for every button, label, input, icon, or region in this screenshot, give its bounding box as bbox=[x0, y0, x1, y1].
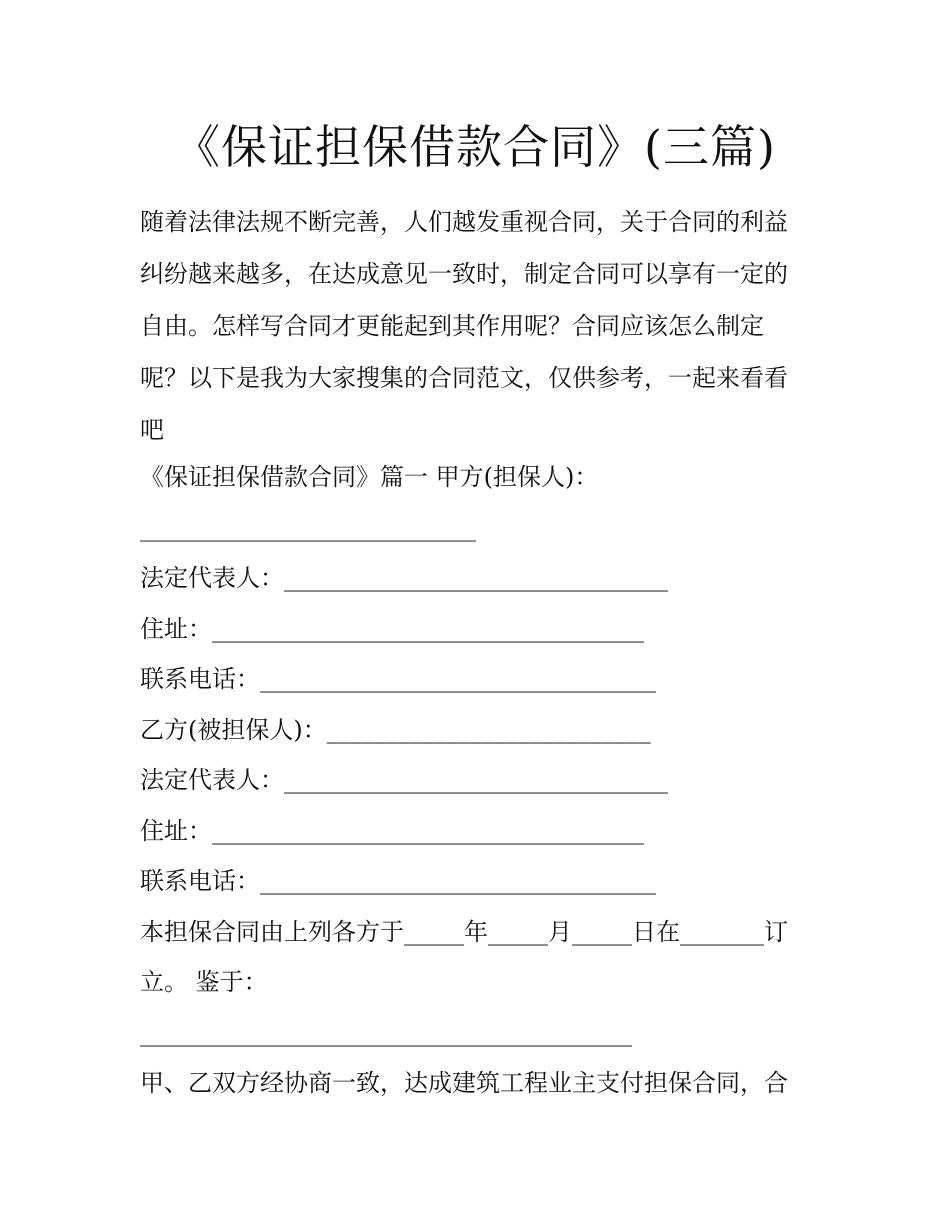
intro-line: 随着法律法规不断完善，人们越发重视合同，关于合同的利益 bbox=[140, 208, 788, 236]
party-b-phone-line: 联系电话：_________________________________ bbox=[140, 867, 656, 895]
contract-section-heading: 《保证担保借款合同》篇一 甲方(担保人)： bbox=[140, 463, 599, 491]
document-title: 《保证担保借款合同》(三篇) bbox=[174, 120, 776, 174]
party-a-address-line: 住址：____________________________________ bbox=[140, 614, 644, 643]
contract-body bbox=[140, 452, 830, 1109]
whereas-blank-line: _________________________________________ bbox=[140, 1018, 632, 1047]
party-a-blank-line: ____________________________ bbox=[140, 513, 476, 542]
signing-date-line: 本担保合同由上列各方于_____年_____月_____日在_______订 bbox=[140, 917, 788, 946]
party-a-phone-line: 联系电话：_________________________________ bbox=[140, 665, 656, 693]
party-a-legal-rep-line: 法定代表人：________________________________ bbox=[140, 564, 668, 592]
whereas-line: 立。 鉴于： bbox=[140, 968, 268, 996]
intro-line: 呢？以下是我为大家搜集的合同范文，仅供参考，一起来看看 bbox=[140, 364, 788, 392]
party-b-legal-rep-line: 法定代表人：________________________________ bbox=[140, 766, 668, 794]
intro-line: 纠纷越来越多，在达成意见一致时，制定合同可以享有一定的 bbox=[140, 260, 788, 288]
intro-paragraph bbox=[140, 196, 816, 456]
intro-line: 自由。怎样写合同才更能起到其作用呢？合同应该怎么制定 bbox=[140, 312, 764, 340]
party-b-line: 乙方(被担保人)：___________________________ bbox=[140, 715, 651, 744]
intro-line: 吧 bbox=[140, 416, 164, 444]
party-b-address-line: 住址：____________________________________ bbox=[140, 816, 644, 845]
agreement-line: 甲、乙双方经协商一致，达成建筑工程业主支付担保合同，合 bbox=[140, 1069, 788, 1097]
